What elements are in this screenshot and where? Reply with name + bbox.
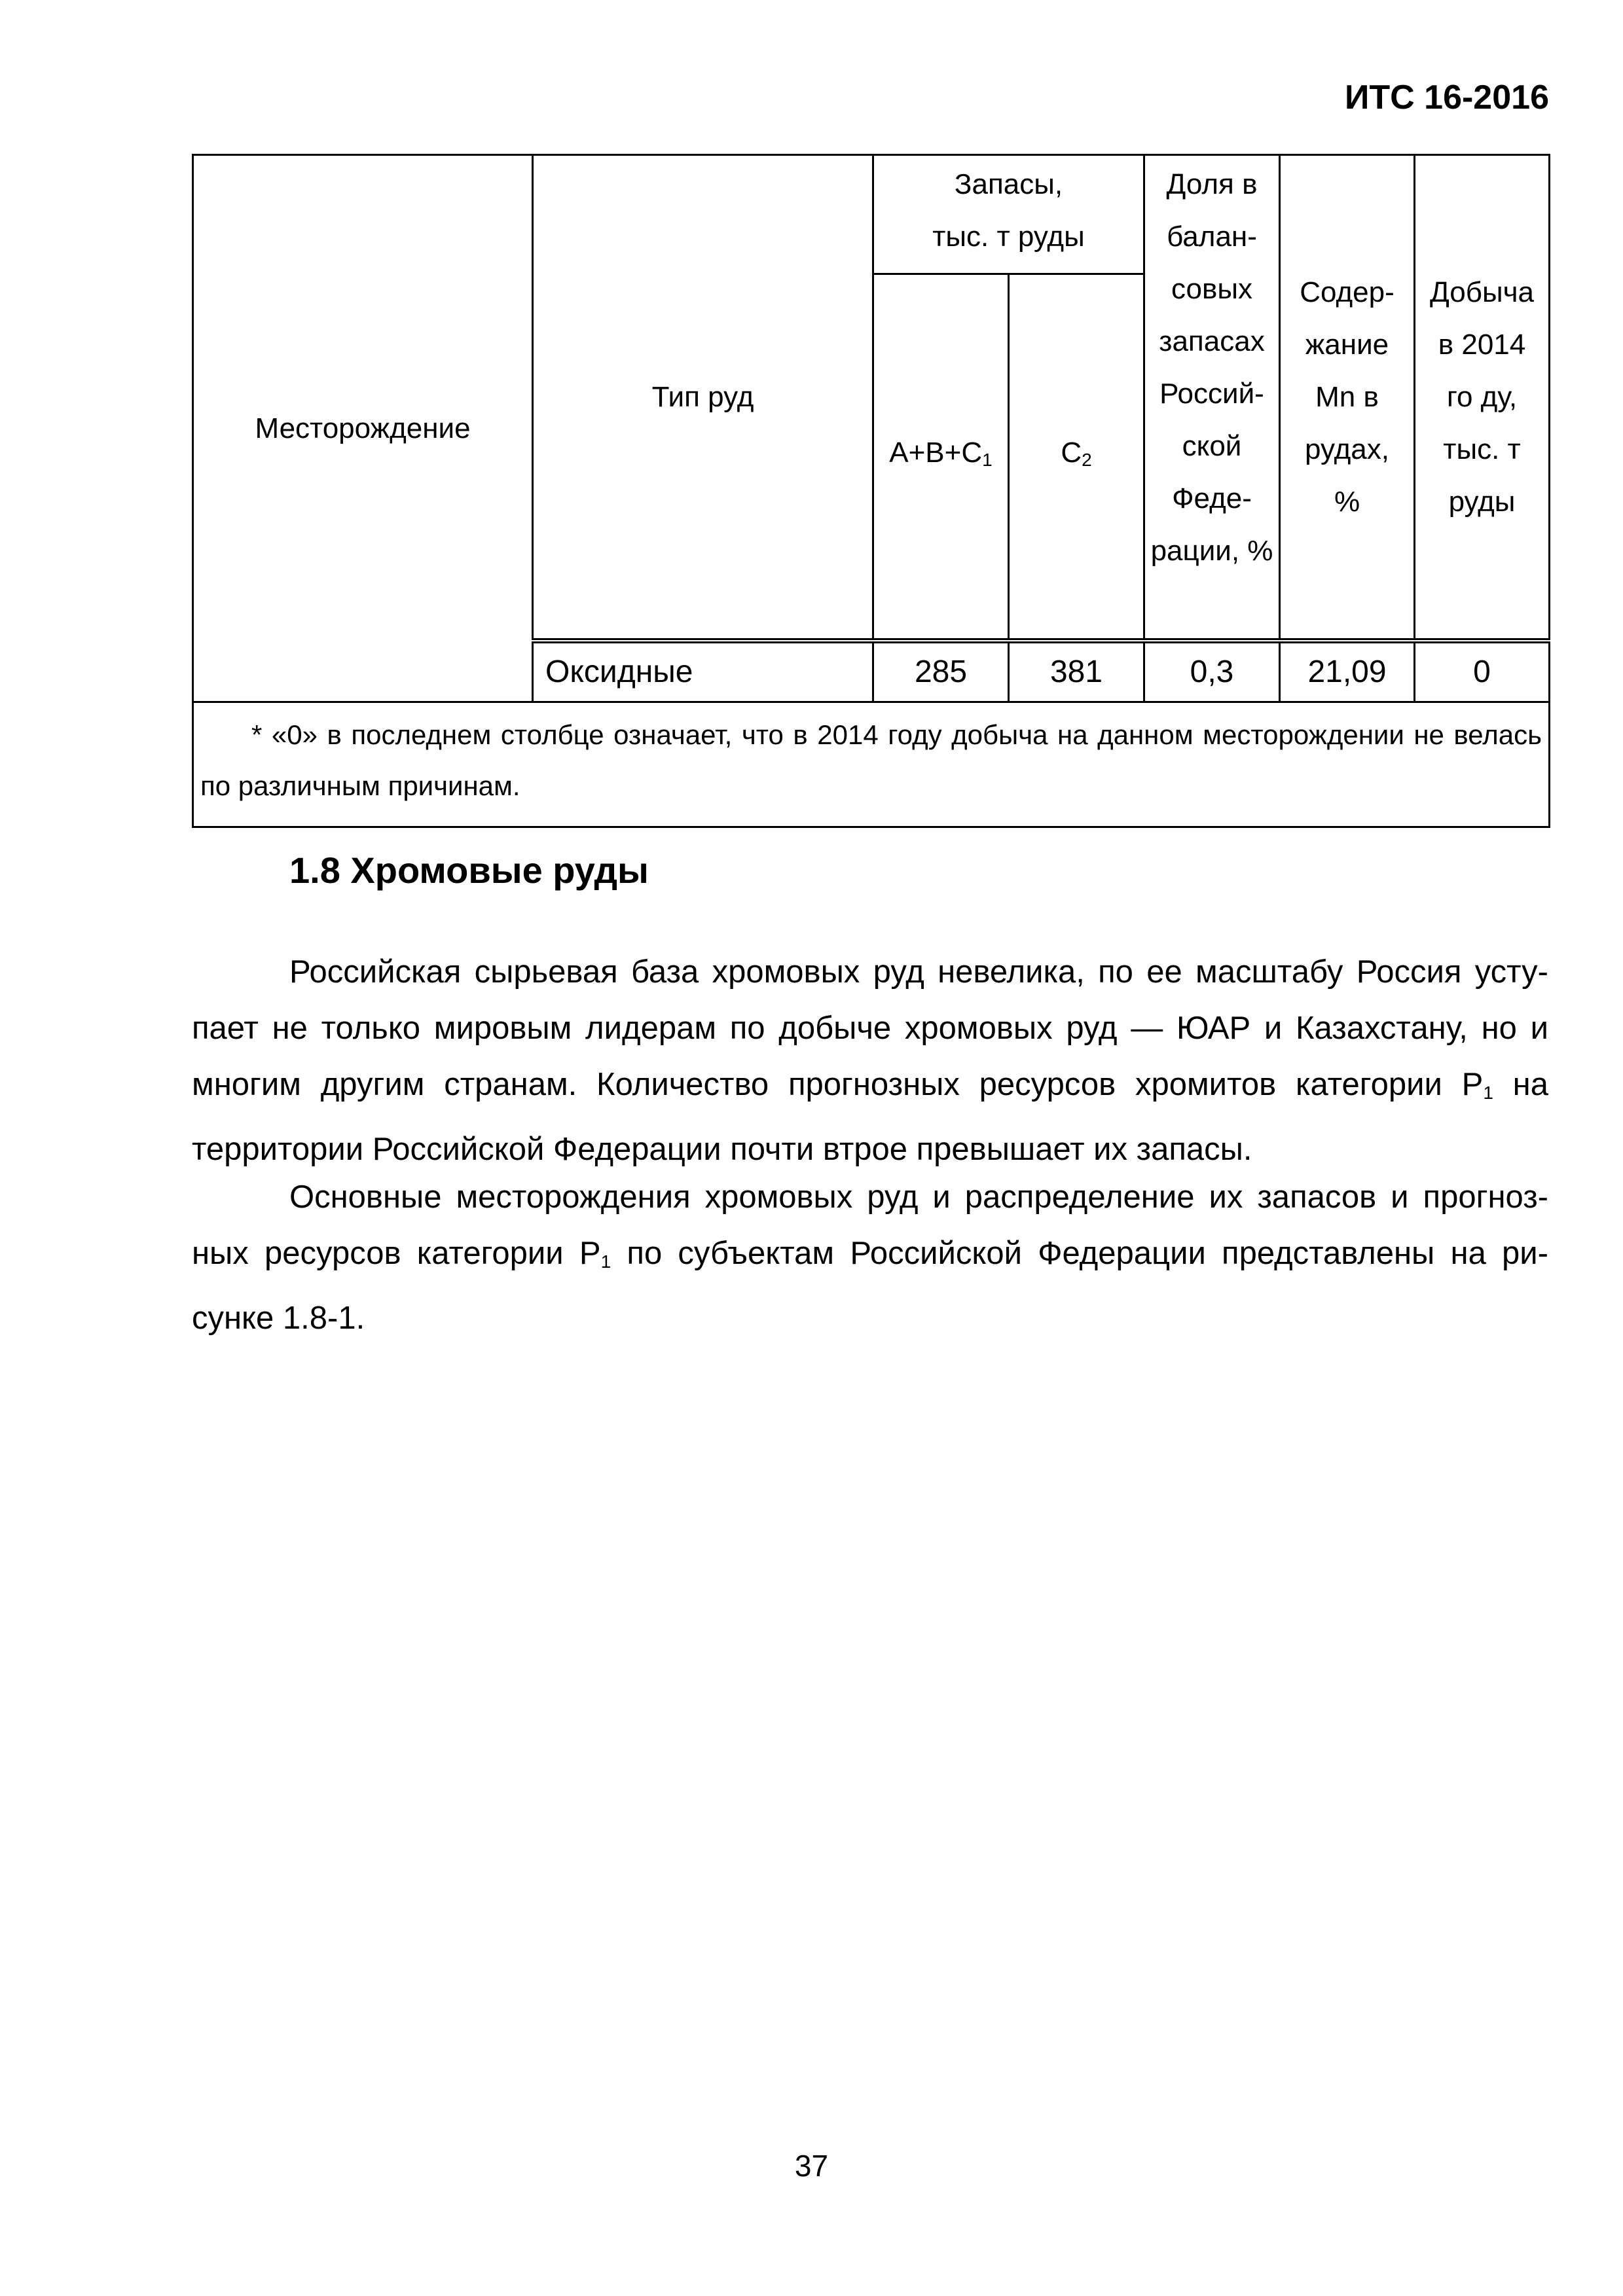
paragraph-2 (192, 1169, 1548, 1346)
header-reserves-abc (873, 274, 1009, 641)
header-production-label: Добыча в 2014 го ду, тыс. т руды (1430, 276, 1534, 518)
paragraph-1 (192, 944, 1548, 1177)
cell-share: 0,3 (1144, 641, 1280, 702)
header-content-label: Содер-жание Mn в рудах, % (1300, 276, 1395, 518)
header-reserves-abc-label: А+В+С (889, 437, 983, 469)
paragraph-2-text-b: по субъектам Российской Федерации представлены на ри-сунке 1.8-1. (192, 1236, 1548, 1336)
section-heading: 1.8 Хромовые руды (289, 850, 649, 891)
table-header-row-top (193, 155, 1550, 274)
reserves-table (192, 154, 1550, 828)
table-footnote: * «0» в последнем столбце означает, что в 2014 году добыча на данном месторождении не велась по различным причинам. (200, 719, 1542, 801)
header-deposit-label: Месторождение (255, 412, 471, 444)
paragraph-1-text-b: на территории Российской Федерации почти втрое превышает их запасы. (192, 1067, 1548, 1167)
header-ore-type-label: Тип руд (651, 380, 754, 413)
header-reserves-abc-subscript: 1 (982, 450, 993, 470)
header-reserves (873, 155, 1144, 274)
cell-content: 21,09 (1280, 641, 1415, 702)
header-share-label: Доля в балан-совых запасах Россий-ской Феде-рации, % (1150, 168, 1273, 567)
reserves-table-container (192, 154, 1548, 828)
page-number: 37 (794, 2149, 829, 2183)
table-note-row (193, 702, 1550, 827)
table-note-cell (193, 702, 1550, 827)
paragraph-2-text-a: Основные месторождения хромовых руд и распределение их запасов и прогноз-ных ресурсов категории Р (192, 1179, 1548, 1271)
header-share (1144, 155, 1280, 641)
paragraph-2-subscript: 1 (600, 1251, 611, 1272)
cell-production: 0 (1415, 641, 1550, 702)
document-code: ИТС 16-2016 (1345, 79, 1549, 117)
header-reserves-c2 (1009, 274, 1144, 641)
header-reserves-c2-subscript: 2 (1082, 450, 1092, 470)
header-ore-type (533, 155, 873, 641)
header-content (1280, 155, 1415, 641)
paragraph-1-subscript: 1 (1483, 1083, 1493, 1103)
cell-reserves-abc: 285 (873, 641, 1009, 702)
header-reserves-c2-label: С (1061, 437, 1082, 469)
header-production (1415, 155, 1550, 641)
paragraph-1-text-a: Российская сырьевая база хромовых руд невелика, по ее масштабу Россия усту-пает не только мировым лидерам по добыче хромовых руд — ЮАР и Казахстану, но и многим другим странам. Количество прогнозных ресурсов хромитов категории Р (192, 954, 1548, 1102)
cell-reserves-c2: 381 (1009, 641, 1144, 702)
cell-ore-type: Оксидные (533, 641, 873, 702)
header-deposit (193, 155, 533, 702)
header-reserves-label: Запасы, тыс. т руды (932, 168, 1085, 253)
